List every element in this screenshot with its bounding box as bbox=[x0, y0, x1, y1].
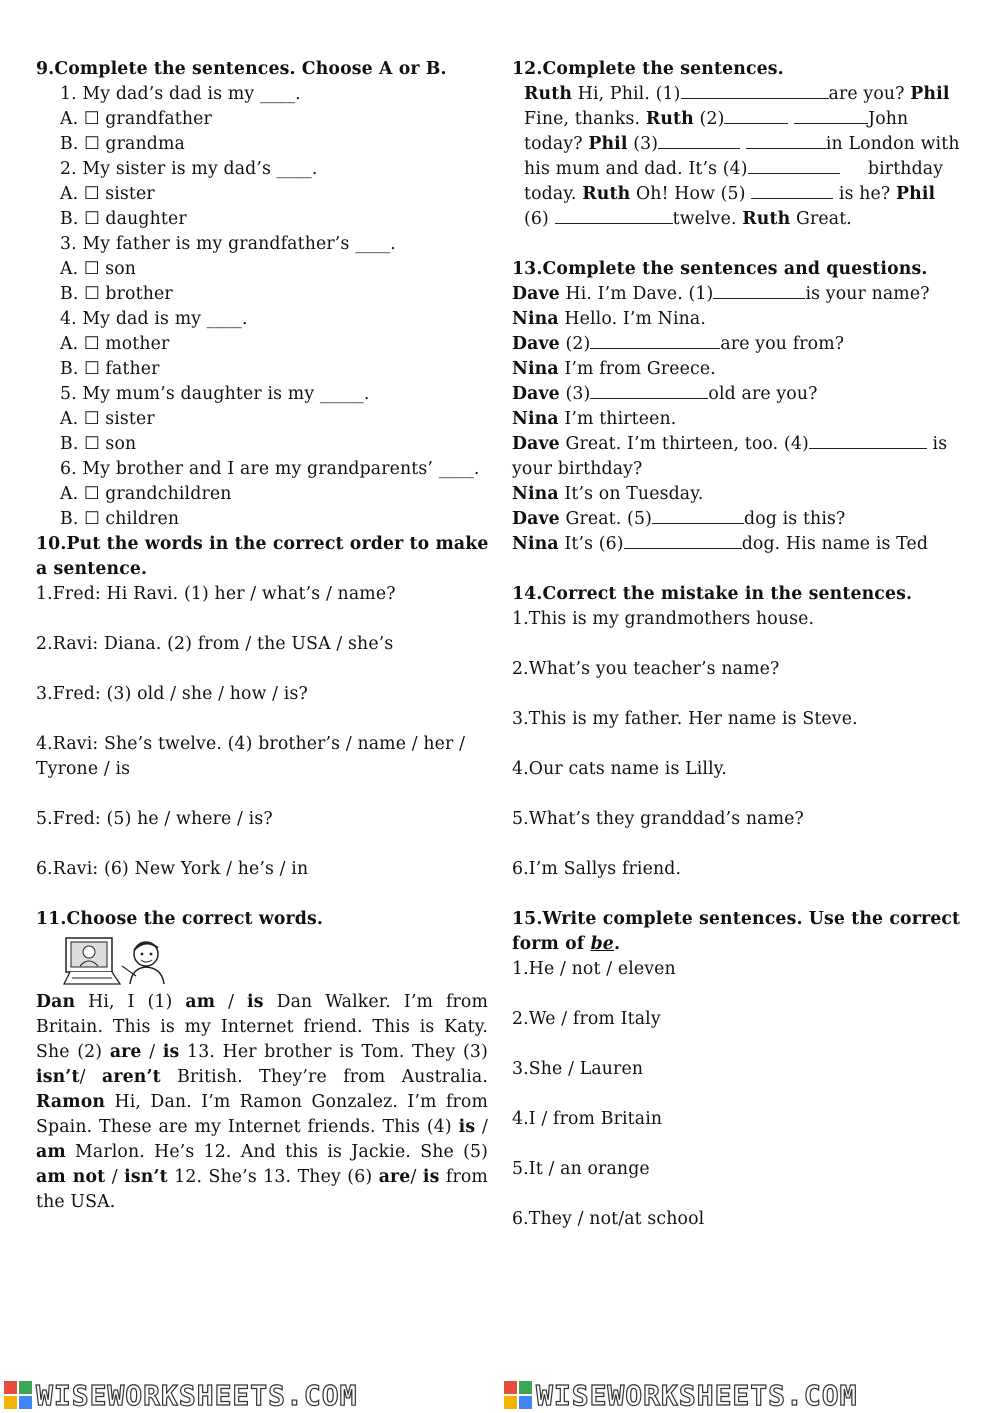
sentence-item-3: 3.She / Lauren bbox=[512, 1059, 644, 1079]
speaker-phil: Phil bbox=[588, 134, 628, 154]
speaker-dan: Dan bbox=[36, 992, 76, 1012]
dialogue-line-9: the USA. bbox=[36, 1192, 116, 1212]
sentence-item-2: 2.We / from Italy bbox=[512, 1009, 661, 1029]
dialogue-line-7 bbox=[36, 1140, 488, 1165]
choice-isnt[interactable]: isn’t bbox=[36, 1067, 80, 1087]
option-2b[interactable]: B. ☐ daughter bbox=[60, 209, 187, 229]
speaker-nina: Nina bbox=[512, 309, 559, 329]
text: in London with bbox=[825, 134, 960, 154]
sentence-item-6: 6.They / not/at school bbox=[512, 1209, 705, 1229]
question-5: 5. My mum’s daughter is my _____. bbox=[60, 384, 370, 404]
slash: / bbox=[482, 1117, 488, 1137]
text: is he? bbox=[838, 184, 891, 204]
text: Hi. I’m Dave. (1) bbox=[565, 284, 714, 304]
slash: / bbox=[149, 1042, 156, 1062]
text: I’m from Greece. bbox=[564, 359, 716, 379]
answer-blank-13-2[interactable] bbox=[590, 334, 720, 349]
text: Fine, thanks. bbox=[524, 109, 641, 129]
s12-line-2 bbox=[512, 107, 966, 132]
slash: / bbox=[79, 1067, 86, 1087]
mistake-item-4: 4.Our cats name is Lilly. bbox=[512, 759, 728, 779]
text: Spain. These are my Internet friends. This (4) bbox=[36, 1117, 452, 1137]
section-15-title-cont bbox=[512, 932, 966, 957]
text: Hi, Phil. (1) bbox=[577, 84, 681, 104]
text: It’s on Tuesday. bbox=[564, 484, 704, 504]
section-10-title-cont: a sentence. bbox=[36, 559, 148, 579]
answer-blank-3a[interactable] bbox=[658, 134, 740, 149]
text: British. They’re from Australia. bbox=[177, 1067, 488, 1087]
text: today? bbox=[524, 134, 583, 154]
s13-line-6 bbox=[512, 407, 966, 432]
option-4b[interactable]: B. ☐ father bbox=[60, 359, 160, 379]
question-4: 4. My dad is my ____. bbox=[60, 309, 248, 329]
dialogue-line-1 bbox=[36, 990, 488, 1015]
text: dog. His name is Ted bbox=[741, 534, 929, 554]
text: are you? bbox=[828, 84, 905, 104]
text: Great. I’m thirteen, too. (4) bbox=[565, 434, 809, 454]
s13-line-9 bbox=[512, 482, 966, 507]
answer-blank-2b[interactable] bbox=[794, 109, 868, 124]
text: birthday bbox=[867, 159, 944, 179]
s13-line-5 bbox=[512, 382, 966, 407]
speaker-phil: Phil bbox=[910, 84, 950, 104]
choice-am-4[interactable]: am bbox=[36, 1142, 66, 1162]
order-item-3: 3.Fred: (3) old / she / how / is? bbox=[36, 684, 308, 704]
text: It’s (6) bbox=[564, 534, 624, 554]
speaker-nina: Nina bbox=[512, 484, 559, 504]
mistake-item-5: 5.What’s they granddad’s name? bbox=[512, 809, 804, 829]
answer-blank-1[interactable] bbox=[681, 84, 829, 99]
text: Hi, I (1) bbox=[88, 992, 173, 1012]
answer-blank-13-1[interactable] bbox=[713, 284, 805, 299]
s12-line-4 bbox=[512, 157, 966, 182]
text: . bbox=[613, 934, 621, 954]
s13-line-7 bbox=[512, 432, 966, 457]
question-6: 6. My brother and I are my grandparents’ ____. bbox=[60, 459, 480, 479]
s13-line-4 bbox=[512, 357, 966, 382]
text: dog is this? bbox=[744, 509, 846, 529]
choice-arent[interactable]: aren’t bbox=[101, 1067, 161, 1087]
computer-icon bbox=[60, 936, 210, 986]
option-1a[interactable]: A. ☐ grandfather bbox=[60, 109, 212, 129]
text: (3) bbox=[565, 384, 591, 404]
order-item-6: 6.Ravi: (6) New York / he’s / in bbox=[36, 859, 309, 879]
text: John bbox=[868, 109, 909, 129]
text: form of bbox=[512, 934, 585, 954]
footer-watermark bbox=[0, 1376, 1000, 1413]
s12-line-6 bbox=[512, 207, 966, 232]
mistake-item-2: 2.What’s you teacher’s name? bbox=[512, 659, 780, 679]
text: twelve. bbox=[672, 209, 737, 229]
sentence-item-4: 4.I / from Britain bbox=[512, 1109, 663, 1129]
section-9-title: 9.Complete the sentences. Choose A or B. bbox=[36, 59, 447, 79]
text: 12. She’s 13. They (6) bbox=[174, 1167, 373, 1187]
answer-blank-2a[interactable] bbox=[724, 109, 788, 124]
speaker-dave: Dave bbox=[512, 509, 560, 529]
brand-text: WISEWORKSHEETS.COM bbox=[36, 1379, 358, 1412]
choice-is-4[interactable]: is bbox=[458, 1117, 476, 1137]
speaker-ruth: Ruth bbox=[524, 84, 573, 104]
choice-are[interactable]: are bbox=[109, 1042, 142, 1062]
order-item-5: 5.Fred: (5) he / where / is? bbox=[36, 809, 273, 829]
text: Oh! How (5) bbox=[635, 184, 746, 204]
dialogue-line-3 bbox=[36, 1040, 488, 1065]
choice-is[interactable]: is bbox=[247, 992, 264, 1012]
option-2a[interactable]: A. ☐ sister bbox=[60, 184, 155, 204]
s12-line-3 bbox=[512, 132, 966, 157]
mistake-item-1: 1.This is my grandmothers house. bbox=[512, 609, 815, 629]
text: is your name? bbox=[805, 284, 930, 304]
dialogue-line-8 bbox=[36, 1165, 488, 1190]
order-item-1: 1.Fred: Hi Ravi. (1) her / what’s / name? bbox=[36, 584, 396, 604]
answer-blank-13-6[interactable] bbox=[624, 534, 742, 549]
text: Hi, Dan. I’m Ramon Gonzalez. I’m from bbox=[114, 1092, 488, 1112]
text: I’m thirteen. bbox=[564, 409, 677, 429]
text: (2) bbox=[699, 109, 725, 129]
section-11-title: 11.Choose the correct words. bbox=[36, 909, 324, 929]
text: Marlon. He’s 12. And this is Jackie. She (5) bbox=[75, 1142, 488, 1162]
text: (2) bbox=[565, 334, 591, 354]
s12-line-5 bbox=[512, 182, 966, 207]
choice-isnt-5[interactable]: isn’t bbox=[124, 1167, 168, 1187]
mistake-item-3: 3.This is my father. Her name is Steve. bbox=[512, 709, 858, 729]
question-3: 3. My father is my grandfather’s ____. bbox=[60, 234, 396, 254]
choice-is-2[interactable]: is bbox=[162, 1042, 180, 1062]
answer-blank-13-5[interactable] bbox=[652, 509, 744, 524]
s13-line-1 bbox=[512, 282, 966, 307]
order-item-2: 2.Ravi: Diana. (2) from / the USA / she’s bbox=[36, 634, 394, 654]
right-column bbox=[512, 57, 966, 1232]
speaker-ruth: Ruth bbox=[582, 184, 631, 204]
section-13-title: 13.Complete the sentences and questions. bbox=[512, 259, 928, 279]
mistake-item-6: 6.I’m Sallys friend. bbox=[512, 859, 682, 879]
slash: / bbox=[410, 1167, 417, 1187]
dialogue-line-2: Britain. This is my Internet friend. This is Katy. bbox=[36, 1017, 488, 1037]
section-15-title: 15.Write complete sentences. Use the correct bbox=[512, 909, 961, 929]
dialogue-11 bbox=[36, 990, 488, 1215]
wiseworksheets-logo-icon bbox=[504, 1381, 532, 1409]
text: She (2) bbox=[36, 1042, 103, 1062]
text: old are you? bbox=[708, 384, 818, 404]
answer-blank-6[interactable] bbox=[555, 209, 673, 224]
answer-blank-3b[interactable] bbox=[746, 134, 826, 149]
option-3b[interactable]: B. ☐ brother bbox=[60, 284, 173, 304]
sentence-item-1: 1.He / not / eleven bbox=[512, 959, 676, 979]
text: Dan Walker. I’m from bbox=[276, 992, 488, 1012]
option-1b[interactable]: B. ☐ grandma bbox=[60, 134, 185, 154]
text: (6) bbox=[524, 209, 549, 229]
s13-line-11 bbox=[512, 532, 966, 557]
computer-friends-illustration bbox=[60, 936, 488, 986]
text: from bbox=[445, 1167, 488, 1187]
speaker-ramon: Ramon bbox=[36, 1092, 106, 1112]
sentence-item-5: 5.It / an orange bbox=[512, 1159, 650, 1179]
slash: / bbox=[228, 992, 235, 1012]
text: (3) bbox=[633, 134, 659, 154]
dialogue-line-6 bbox=[36, 1115, 488, 1140]
text: are you from? bbox=[720, 334, 845, 354]
choice-am-not[interactable]: am not bbox=[36, 1167, 106, 1187]
left-column bbox=[36, 57, 488, 1215]
speaker-dave: Dave bbox=[512, 334, 560, 354]
s13-line-2 bbox=[512, 307, 966, 332]
text: Great. bbox=[796, 209, 852, 229]
speaker-dave: Dave bbox=[512, 284, 560, 304]
speaker-ruth: Ruth bbox=[742, 209, 791, 229]
s13-line-3 bbox=[512, 332, 966, 357]
dialogue-line-4 bbox=[36, 1065, 488, 1090]
text: is bbox=[932, 434, 948, 454]
section-14-title: 14.Correct the mistake in the sentences. bbox=[512, 584, 913, 604]
option-5a[interactable]: A. ☐ sister bbox=[60, 409, 155, 429]
question-1: 1. My dad’s dad is my ____. bbox=[60, 84, 301, 104]
s13-line-10 bbox=[512, 507, 966, 532]
speaker-dave: Dave bbox=[512, 384, 560, 404]
option-6a[interactable]: A. ☐ grandchildren bbox=[60, 484, 232, 504]
speaker-phil: Phil bbox=[895, 184, 936, 204]
speaker-nina: Nina bbox=[512, 534, 559, 554]
speaker-nina: Nina bbox=[512, 359, 559, 379]
question-2: 2. My sister is my dad’s ____. bbox=[60, 159, 318, 179]
text: his mum and dad. It’s (4) bbox=[524, 159, 748, 179]
answer-blank-5[interactable] bbox=[751, 184, 833, 199]
s13-line-8: your birthday? bbox=[512, 459, 643, 479]
choice-is-6[interactable]: is bbox=[422, 1167, 440, 1187]
answer-blank-13-3[interactable] bbox=[590, 384, 708, 399]
answer-blank-13-4[interactable] bbox=[809, 434, 927, 449]
wiseworksheets-logo-icon bbox=[4, 1381, 32, 1409]
speaker-dave: Dave bbox=[512, 434, 560, 454]
speaker-nina: Nina bbox=[512, 409, 559, 429]
speaker-ruth: Ruth bbox=[645, 109, 694, 129]
choice-are-6[interactable]: are bbox=[378, 1167, 411, 1187]
option-6b[interactable]: B. ☐ children bbox=[60, 509, 180, 529]
option-3a[interactable]: A. ☐ son bbox=[60, 259, 137, 279]
answer-blank-4[interactable] bbox=[748, 159, 840, 174]
option-5b[interactable]: B. ☐ son bbox=[60, 434, 137, 454]
order-item-4: 4.Ravi: She’s twelve. (4) brother’s / name / her / bbox=[36, 734, 466, 754]
text: 13. Her brother is Tom. They (3) bbox=[187, 1042, 488, 1062]
brand-text-repeat: WISEWORKSHEETS.COM bbox=[536, 1379, 858, 1412]
text: Hello. I’m Nina. bbox=[564, 309, 707, 329]
s12-line-1 bbox=[512, 82, 966, 107]
order-item-4-cont: Tyrone / is bbox=[36, 759, 131, 779]
dialogue-line-5 bbox=[36, 1090, 488, 1115]
choice-am[interactable]: am bbox=[185, 992, 216, 1012]
section-10-title: 10.Put the words in the correct order to make bbox=[36, 534, 489, 554]
slash: / bbox=[111, 1167, 118, 1187]
option-4a[interactable]: A. ☐ mother bbox=[60, 334, 170, 354]
keyword-be: be bbox=[590, 934, 614, 954]
text: Great. (5) bbox=[565, 509, 652, 529]
section-12-title: 12.Complete the sentences. bbox=[512, 59, 784, 79]
text: today. bbox=[524, 184, 577, 204]
